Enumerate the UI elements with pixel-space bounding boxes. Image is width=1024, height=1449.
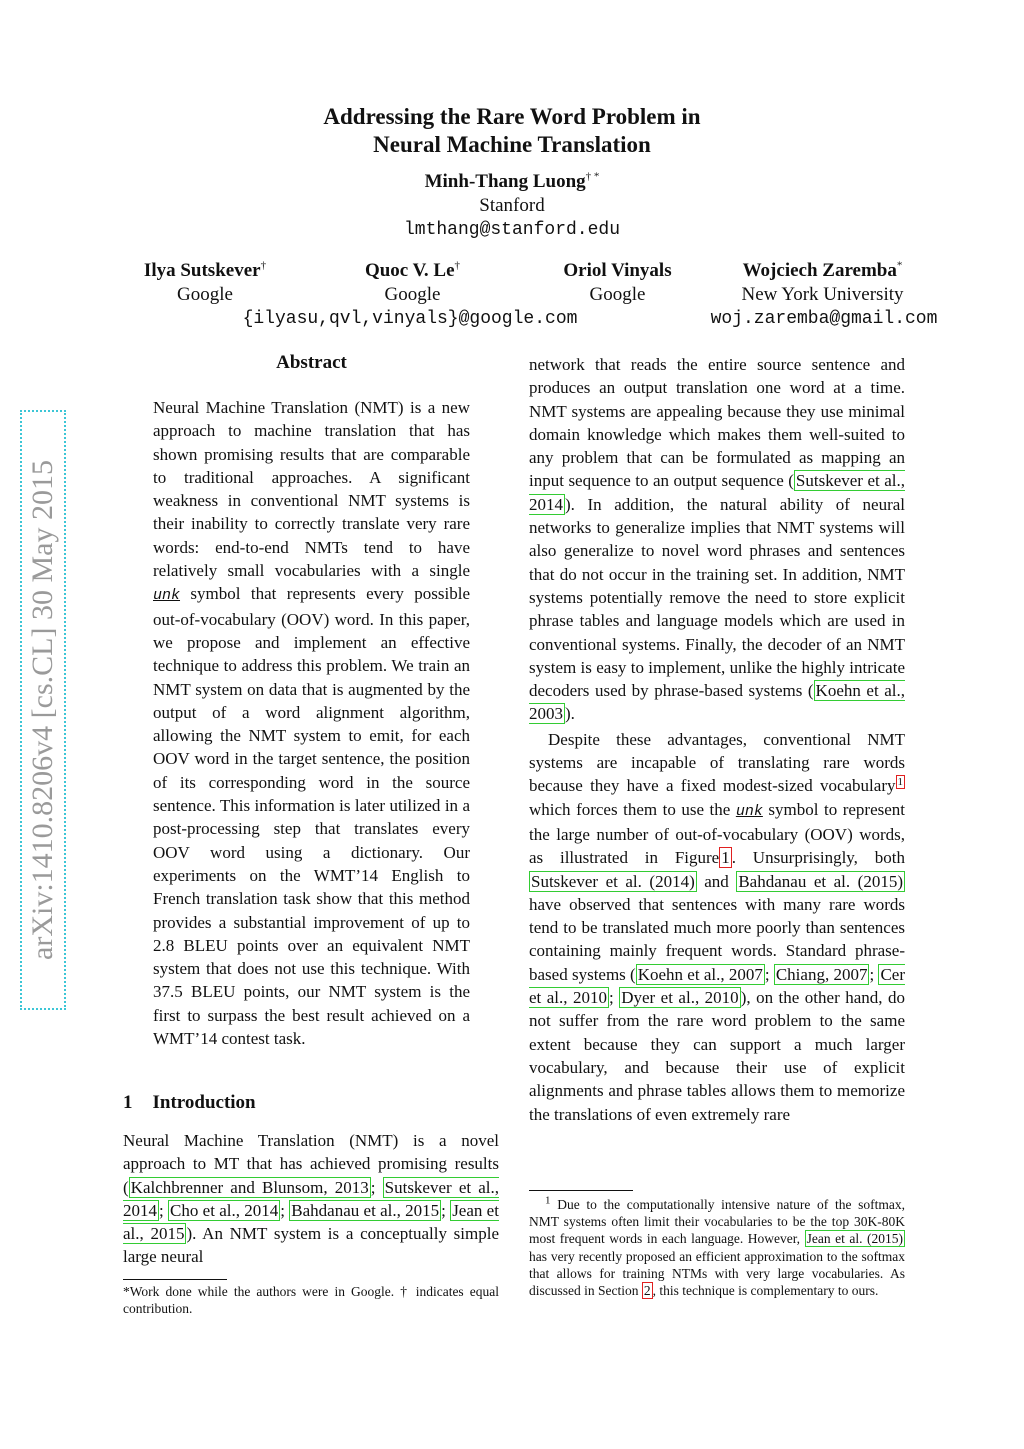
right-text-3: ). (565, 704, 575, 724)
footnote-ref-1[interactable]: 1 (897, 775, 903, 788)
author-block-zaremba (715, 259, 930, 307)
citation-bahdanau[interactable]: Bahdanau et al., 2015 (291, 1200, 440, 1220)
abstract-body (153, 396, 470, 1050)
author-block-vinyals (535, 259, 700, 307)
author-affiliation: Google (177, 284, 233, 305)
citation-sutskever[interactable]: Sutskever et al., 2014 (529, 471, 905, 514)
section-heading-introduction (123, 1092, 256, 1114)
author-block-sutskever (120, 259, 290, 307)
lead-author-block (0, 170, 1024, 242)
footnote-right-text-3: , this technique is complementary to ours. (652, 1283, 879, 1299)
abstract-heading: Abstract (276, 352, 347, 373)
intro-text-1: Neural Machine Translation (NMT) is a novel approach to MT that has achieved promising results ( (123, 1131, 499, 1197)
citation-cer[interactable]: Cer et al., 2010 (529, 964, 905, 1008)
arxiv-sidebar[interactable] (20, 410, 66, 1010)
citation-sutskever-2014[interactable]: Sutskever et al. (2014) (531, 871, 695, 891)
footnote-rule-right (529, 1190, 633, 1191)
abstract-text-2: symbol that represents every possible out-of-vocabulary (OOV) word. In this paper, we propose and implement an effective technique to address this problem. We train an NMT system on data that is augmented by the output of a word alignment algorithm, allowing the NMT system to emit, for each OOV word in the target sentence, the position of its corresponding word in the source sentence. This information is later utilized in a post-processing step that translates every OOV word using a dictionary. Our experiments on the WMT’14 English to French translation task show that this method provides a substantial improvement of up to 2.8 BLEU points over an equivalent NMT system that does not use this technique. With 37.5 BLEU points, our NMT system is the first to surpass the best result achieved on a WMT’14 contest task. (153, 584, 470, 1049)
citation-separator: ; (441, 1200, 451, 1220)
footnote-right-text-1: Due to the computationally intensive nature of the softmax, NMT systems often limit their vocabularies to be the top 30K-80K most frequent words in each language. However, (529, 1197, 906, 1247)
author-name: Quoc V. Le (364, 260, 455, 281)
citation-dyer[interactable]: Dyer et al., 2010 (621, 988, 739, 1008)
citation-kalchbrenner[interactable]: Kalchbrenner and Blunsom, 2013 (130, 1177, 369, 1197)
author-name: Minh-Thang Luong (424, 171, 586, 192)
citation-separator: ; (764, 964, 774, 984)
intro-text-2: ). An NMT system is a conceptually simple large neural (123, 1224, 499, 1267)
author-affiliation: Stanford (479, 195, 545, 216)
citation-separator: ; (370, 1177, 383, 1197)
google-email[interactable]: {ilyasu,qvl,vinyals}@google.com (242, 309, 578, 329)
right-text-7: . Unsurprisingly, both (731, 848, 905, 868)
footnote-right (529, 1196, 905, 1299)
author-affiliation: Google (384, 284, 441, 305)
section-number: 1 (123, 1092, 133, 1113)
right-column (529, 353, 905, 1126)
author-affiliation: New York University (741, 284, 904, 305)
nyu-email[interactable]: woj.zaremba@gmail.com (710, 309, 938, 329)
citation-bahdanau-2015[interactable]: Bahdanau et al. (2015) (738, 871, 904, 891)
author-affiliation: Google (589, 284, 646, 305)
citation-cho[interactable]: Cho et al., 2014 (170, 1200, 279, 1220)
footnote-left (123, 1283, 499, 1317)
section-ref-2[interactable]: 2 (643, 1283, 651, 1299)
abstract-text-1: Neural Machine Translation (NMT) is a new approach to machine translation that has shown promising results that are comparable to traditional approaches. A significant weakness in conventional NMT systems is their inability to correctly translate very rare words: end-to-end NMTs tend to have relatively small vocabularies with a single (153, 398, 470, 581)
footnote-number: 1 (545, 1194, 551, 1207)
footnote-right-text-2: has very recently proposed an efficient approximation to the softmax that allows for training NTMs with very large vocabularies. As discussed in Section (529, 1248, 905, 1299)
citation-koehn-2003[interactable]: Koehn et al., 2003 (529, 681, 905, 724)
citation-koehn-2007[interactable]: Koehn et al., 2007 (637, 964, 763, 984)
right-text-6: symbol to represent the large number of out-of-vocabulary (OOV) words, as illustrated in Figure (529, 799, 906, 868)
paper-title (0, 103, 1024, 159)
citation-separator: ; (159, 1200, 169, 1220)
footnote-rule-left (123, 1279, 227, 1280)
citation-separator: ; (280, 1200, 290, 1220)
author-block-le (330, 259, 495, 307)
citation-sutskever[interactable]: Sutskever et al., 2014 (123, 1177, 499, 1220)
author-marks: † * (585, 170, 600, 183)
author-email[interactable]: lmthang@stanford.edu (403, 220, 621, 240)
citation-jean[interactable]: Jean et al., 2015 (123, 1200, 499, 1244)
author-marks: † (260, 259, 267, 272)
author-marks: † (454, 259, 461, 272)
figure-ref-1[interactable]: 1 (721, 848, 730, 868)
citation-separator: ; (869, 964, 879, 984)
right-text-2: ). In addition, the natural ability of neural networks to generalize implies that NMT systems will also generalize to novel word phrases and sentences that do not occur in the training set. In addition, NMT systems potentially remove the need to store explicit phrase tables and language models which are used in conventional systems. Finally, the decoder of an NMT system is easy to implement, unlike the highly intricate decoders used by phrase-based systems ( (529, 494, 905, 701)
right-text-9: have observed that sentences with many rare words tend to be translated much more poorly than sentences containing mainly frequent words. Standard phrase-based systems ( (529, 894, 905, 984)
citation-jean-2015[interactable]: Jean et al. (2015) (806, 1231, 904, 1247)
right-text-10: ), on the other hand, do not suffer from the rare word problem to the same extent because they can support a much larger vocabulary, and because their use of explicit alignments and phrase tables allows them to memorize the translations of even extremely rare (529, 988, 905, 1124)
author-name: Ilya Sutskever (143, 260, 261, 281)
author-name: Wojciech Zaremba (742, 260, 897, 281)
section-title: Introduction (152, 1092, 256, 1113)
author-marks: * (896, 259, 903, 272)
right-text-8: and (704, 871, 729, 891)
intro-paragraph (123, 1129, 499, 1269)
right-text-1: network that reads the entire source sentence and produces an output translation one word at a time. NMT systems are appealing because they use minimal domain knowledge which makes them well-suited to any problem that can be formulated as mapping an input sequence to an output sequence ( (529, 355, 905, 491)
author-name: Oriol Vinyals (563, 260, 672, 281)
unk-symbol: unk (153, 587, 181, 605)
title-line-2: Neural Machine Translation (373, 132, 651, 157)
arxiv-id: arXiv:1410.8206v4 [cs.CL] 30 May 2015 (26, 460, 59, 960)
footnote-left-text: *Work done while the authors were in Google. † indicates equal contribution. (123, 1284, 499, 1317)
citation-separator: ; (609, 988, 620, 1008)
citation-chiang[interactable]: Chiang, 2007 (775, 964, 868, 984)
title-line-1: Addressing the Rare Word Problem in (323, 104, 701, 129)
unk-symbol: unk (735, 802, 763, 820)
right-text-4: Despite these advantages, conventional NMT systems are incapable of translating rare words because they have a fixed modest-sized vocabulary (529, 729, 905, 796)
right-text-5: which forces them to use the (529, 799, 731, 819)
